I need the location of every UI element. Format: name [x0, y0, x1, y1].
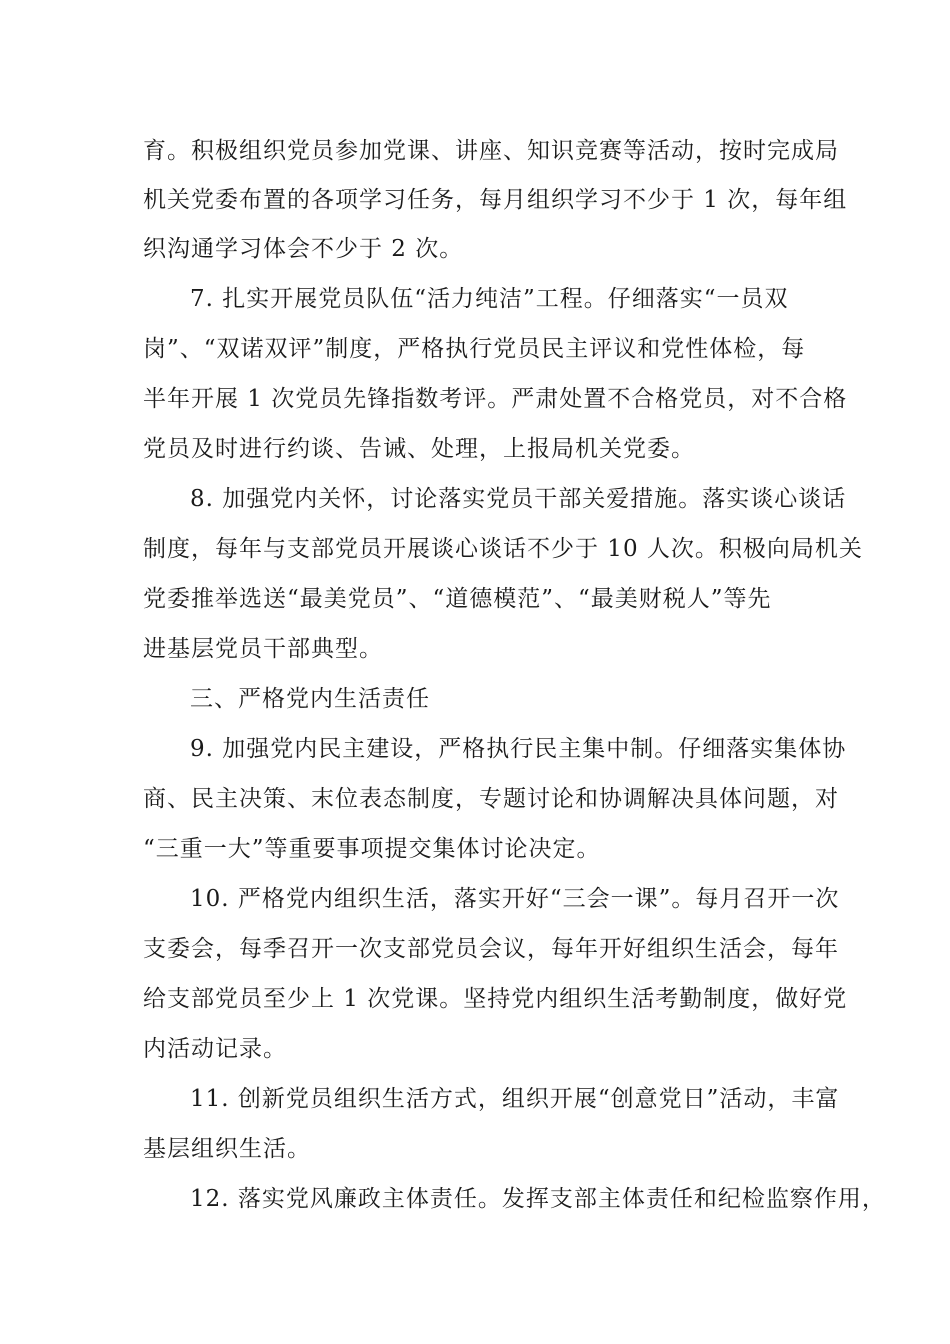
section-heading: 三、严格党内生活责任 [190, 686, 430, 712]
paragraph-line: 育。积极组织党员参加党课、讲座、知识竞赛等活动，按时完成局 [143, 138, 839, 164]
paragraph-line: 支委会，每季召开一次支部党员会议，每年开好组织生活会，每年 [143, 936, 839, 962]
paragraph-line: 给支部党员至少上 1 次党课。坚持党内组织生活考勤制度，做好党 [143, 986, 848, 1012]
paragraph-line: 11. 创新党员组织生活方式，组织开展“创意党日”活动，丰富 [190, 1086, 840, 1112]
paragraph-line: “三重一大”等重要事项提交集体讨论决定。 [143, 836, 601, 862]
paragraph-line: 12. 落实党风廉政主体责任。发挥支部主体责任和纪检监察作用， [190, 1186, 886, 1212]
paragraph-line: 9. 加强党内民主建设，严格执行民主集中制。仔细落实集体协 [190, 736, 847, 762]
paragraph-line: 党员及时进行约谈、告诫、处理，上报局机关党委。 [143, 436, 695, 462]
paragraph-line: 进基层党员干部典型。 [143, 636, 383, 662]
paragraph-line: 机关党委布置的各项学习任务，每月组织学习不少于 1 次，每年组 [143, 187, 848, 213]
paragraph-line: 基层组织生活。 [143, 1136, 311, 1162]
paragraph-line: 党委推举选送“最美党员”、“道德模范”、“最美财税人”等先 [143, 586, 772, 612]
paragraph-line: 7. 扎实开展党员队伍“活力纯洁”工程。仔细落实“一员双 [190, 286, 789, 312]
paragraph-line: 织沟通学习体会不少于 2 次。 [143, 236, 464, 262]
paragraph-line: 岗”、“双诺双评”制度，严格执行党员民主评议和党性体检，每 [143, 336, 806, 362]
paragraph-line: 半年开展 1 次党员先锋指数考评。严肃处置不合格党员，对不合格 [143, 386, 848, 412]
paragraph-line: 内活动记录。 [143, 1036, 287, 1062]
paragraph-line: 8. 加强党内关怀，讨论落实党员干部关爱措施。落实谈心谈话 [190, 486, 847, 512]
paragraph-line: 10. 严格党内组织生活，落实开好“三会一课”。每月召开一次 [190, 886, 840, 912]
paragraph-line: 商、民主决策、末位表态制度，专题讨论和协调解决具体问题，对 [143, 786, 839, 812]
paragraph-line: 制度，每年与支部党员开展谈心谈话不少于 10 人次。积极向局机关 [143, 536, 863, 562]
